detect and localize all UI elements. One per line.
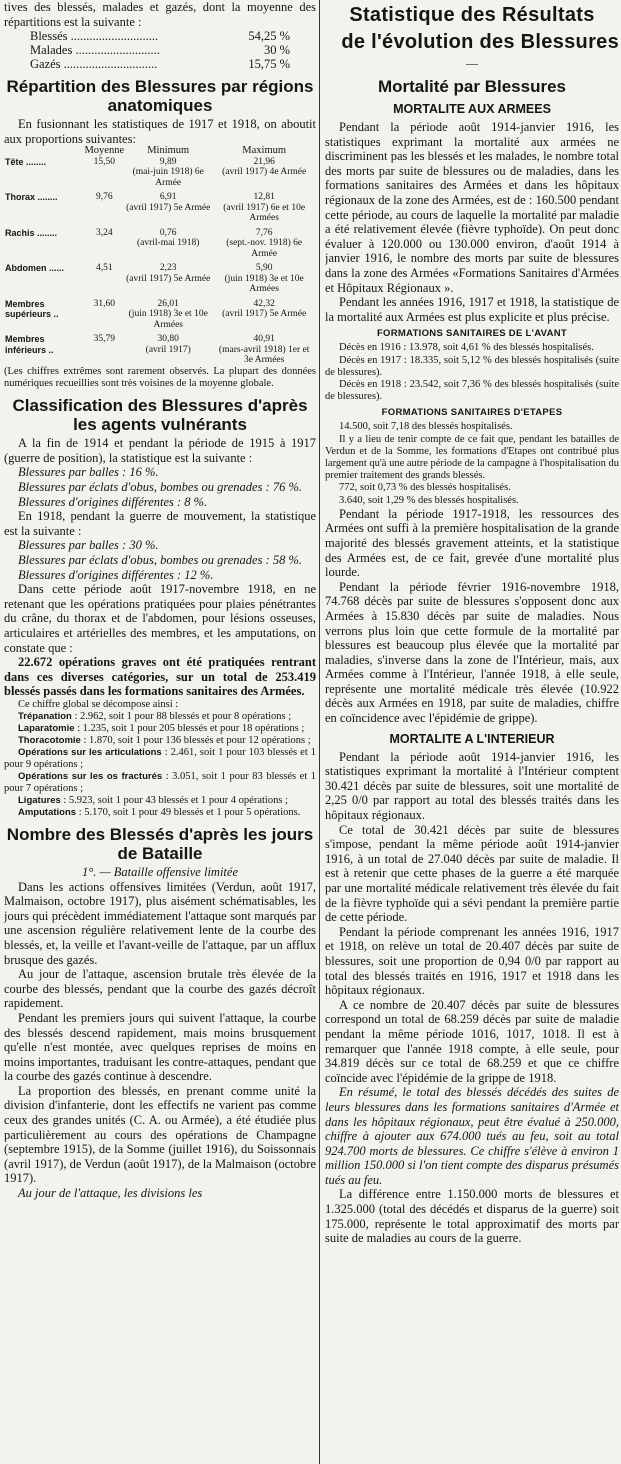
max-value: 5,90	[255, 263, 273, 274]
list-item: 14.500, soit 7,18 des blessés hospitalisés.	[339, 421, 513, 433]
mean-cell: 15,50	[93, 156, 115, 167]
agents-paragraph: En 1918, pendant la guerre de mouvement, la statistique est la suivante :	[4, 509, 316, 538]
row-label: Rachis ........	[5, 227, 58, 238]
days-subheading: 1°. — Bataille offensive limitée	[81, 864, 238, 879]
max-cell	[212, 263, 316, 295]
list-item: Décès en 1916 : 13.978, soit 4,61 % des blessés hospitalisés.	[339, 342, 594, 354]
min-note: (mai-juin 1918) 6e Armée	[132, 167, 204, 188]
col-header: Moyenne	[84, 145, 125, 157]
mean-cell: 4,51	[95, 263, 113, 274]
stat-label: Gazés ..............................	[30, 57, 158, 72]
agents-heading: Classification des Blessures d'après les agents vulnérants	[12, 396, 308, 435]
agents-line: Blessures d'origines différentes : 8 %.	[18, 494, 208, 509]
days-paragraph: La proportion des blessés, en prenant comme unité la division d'infanterie, dont les effectifs ne varient pas comme ceux des grandes unités (C. A. ou Armée), a été étudiée plus particulièrement au cours des opérations de Champagne (septembre 1915), de la Somme (juillet 1916), du Soissonnais (avril 1917), de Verdun (août 1917), de la Malmaison (octobre 1917).	[4, 1083, 316, 1186]
row-label: Tête ........	[5, 156, 47, 167]
max-note: (sept.-nov. 1918) 6e Armée	[226, 238, 303, 259]
list-item: Décès en 1918 : 23.542, soit 7,36 % des blessés hospitalisés (suite de blessures).	[325, 378, 619, 403]
list-item	[4, 807, 316, 819]
table-row	[4, 299, 316, 331]
max-value: 12,81	[253, 192, 275, 203]
max-cell	[212, 228, 316, 260]
stat-label: Blessés ............................	[30, 29, 159, 44]
operation-text: : 1.235, soit 1 pour 205 blessés et pour 18 opérations ;	[77, 722, 305, 734]
operation-text: : 2.461, soit 1 pour 103 blessés et 1 pour 9 opérations ;	[4, 746, 316, 770]
operation-text: : 1.870, soit 1 pour 136 blessés et pour 12 opérations ;	[83, 734, 311, 746]
operations-intro: Ce chiffre global se décompose ainsi :	[18, 698, 179, 710]
regions-intro: En fusionnant les statistiques de 1917 et 1918, on aboutit aux proportions suivantes:	[4, 117, 316, 146]
armees-paragraph: Pendant la période février 1916-novembre 1918, 74.768 décès par suite de blessures s'opposent donc aux Armées à 15.830 décès par suite de maladies. Nous verrons plus loin que cette formule de la mortalité par blessures est beaucoup plus élevée que la mortalité par maladies, s'inverse dans la zone de l'Intérieur, mais, aux Armées comme à l'Intérieur, l'année 1918, à elle seule, représente une mortalité médicale très élevée (10.922 décès aux Armées en 1918, par suite de maladies, chiffre en coïncidence avec l'épidémie de grippe).	[325, 579, 619, 726]
days-paragraph: Au jour de l'attaque, les divisions les	[18, 1186, 203, 1201]
agents-paragraph: A la fin de 1914 et pendant la période de 1915 à 1917 (guerre de position), la statistique est la suivante :	[4, 436, 316, 465]
min-value: 6,91	[159, 192, 177, 203]
operation-text: : 5.170, soit 1 pour 49 blessés et 1 pour 5 opérations.	[78, 806, 301, 818]
operation-name: Trépanation	[18, 710, 72, 722]
regions-heading: Répartition des Blessures par régions anatomiques	[6, 77, 314, 116]
operation-text: : 3.051, soit 1 pour 83 blessés et 1 pour 7 opérations ;	[4, 770, 316, 794]
max-note: (mars-avril 1918) 1er et 3e Armées	[218, 344, 310, 366]
list-item: 772, soit 0,73 % des blessés hospitalisés.	[339, 482, 511, 494]
col-header: Maximum	[242, 145, 287, 157]
mean-cell: 9,76	[95, 192, 113, 203]
operation-name: Ligatures	[18, 794, 61, 806]
min-value: 30,80	[157, 334, 179, 345]
agents-line: Blessures par balles : 30 %.	[18, 538, 159, 553]
max-value: 42,32	[253, 298, 275, 309]
table-row	[4, 157, 316, 189]
row-label: Membres supérieurs ..	[5, 298, 59, 320]
min-note: (juin 1918) 3e et 10e Armées	[128, 309, 208, 330]
days-paragraph: Pendant les premiers jours qui suivent l'attaque, la courbe des blessés descend rapidement, mais moins brusquement qu'elle n'est montée, avec quelques reprises de moins en moins importantes, traduisant les contre-attaques, pendant que la courbe des gazés continue à descendre.	[4, 1010, 316, 1084]
list-item	[4, 723, 316, 735]
list-item	[4, 747, 316, 771]
min-note: (avril-mai 1918)	[136, 238, 200, 249]
list-item: Il y a lieu de tenir compte de ce fait que, pendant les batailles de Verdun et de la Somme, les formations d'Etapes ont contribué plus largement qu'à une autre période de la campagne à l'hospitalisation du premier traitement des grands blessés.	[325, 433, 619, 482]
min-note: (avril 1917) 5e Armée	[126, 273, 211, 284]
agents-line: Blessures par éclats d'obus, bombes ou grenades : 76 %.	[18, 480, 303, 495]
max-cell	[212, 334, 316, 366]
max-cell	[212, 192, 316, 224]
row-label: Abdomen ......	[5, 263, 65, 274]
column-divider	[319, 0, 320, 1464]
min-cell	[124, 263, 212, 295]
operations-list	[4, 699, 316, 819]
stat-row	[4, 29, 316, 43]
interieur-paragraph: En résumé, le total des blessés décédés des suites de leurs blessures dans les formations sanitaires d'Armée et dans les hôpitaux régionaux, peut être évalué à 250.000, chiffre à ajouter aux 674.000 tués au feu, soit au total 924.700 morts de blessures. Ce chiffre s'élève à environ 1 million 150.000 si l'on tient compte des disparus présumés tués au feu.	[325, 1085, 619, 1187]
operation-name: Opérations sur les articulations	[18, 746, 162, 758]
row-label: Membres inférieurs ..	[5, 334, 54, 355]
stat-value: 15,75 %	[248, 57, 290, 72]
stat-label: Malades ...........................	[30, 43, 160, 58]
table-row	[4, 192, 316, 224]
operation-name: Amputations	[18, 806, 77, 818]
left-column	[4, 0, 316, 1464]
table-row	[4, 228, 316, 260]
etapes-heading: FORMATIONS SANITAIRES D'ETAPES	[381, 407, 563, 419]
operation-name: Laparatomie	[18, 722, 75, 734]
min-value: 9,89	[159, 156, 177, 167]
interieur-paragraph: Ce total de 30.421 décès par suite de blessures s'impose, pendant la même période août 1914-janvier 1916, à un total de 27.040 décès par suite de maladie. Il est à retenir que cette phases de la guerre a été marquée par une mortalité médicale relativement très élevée du fait de la fièvre typhoïde qui a sévi pendant la première partie de cette période.	[325, 822, 619, 925]
list-item: 3.640, soit 1,29 % des blessés hospitalisés.	[339, 494, 519, 506]
stat-row	[4, 57, 316, 71]
list-item	[4, 771, 316, 795]
interieur-paragraph: Pendant la période comprenant les années 1916, 1917 et 1918, on relève un total de 20.407 décès par suite de blessures, soit une proportion de 0,94 0/0 par rapport au total des blessés traités en 1916, 1917 et 1918 dans les hôpitaux régionaux.	[325, 924, 619, 998]
list-item	[4, 711, 316, 723]
main-title-line-1: Statistique des Résultats	[349, 4, 595, 26]
stat-value: 54,25 %	[248, 29, 290, 44]
title-divider: —	[466, 56, 478, 70]
table-row	[4, 263, 316, 295]
list-item	[4, 795, 316, 807]
interieur-paragraph: La différence entre 1.150.000 morts de blessures et 1.325.000 (total des décédés et disparus de la guerre) soit 175.000, représente le total approximatif des morts par suite de maladies au cours de la guerre.	[325, 1187, 619, 1246]
max-value: 7,76	[255, 227, 273, 238]
max-cell	[212, 157, 316, 189]
mean-cell: 3,24	[95, 227, 113, 238]
stat-value: 30 %	[263, 43, 290, 58]
avant-heading: FORMATIONS SANITAIRES DE L'AVANT	[376, 328, 568, 340]
list-item	[4, 735, 316, 747]
operation-name: Thoracotomie	[18, 734, 81, 746]
col-header: Minimum	[147, 145, 190, 157]
min-note: (avril 1917) 5e Armée	[126, 202, 211, 213]
min-value: 26,01	[157, 298, 179, 309]
agents-line: Blessures par éclats d'obus, bombes ou grenades : 58 %.	[18, 553, 303, 568]
regions-note: (Les chiffres extrêmes sont rarement observés. La plupart des données numériques recueillies sont très voisines de la moyenne globale.	[4, 365, 316, 390]
interieur-heading: MORTALITE A L'INTERIEUR	[389, 731, 555, 746]
mean-cell: 31,60	[93, 298, 115, 309]
max-note: (avril 1917) 5e Armée	[222, 309, 307, 320]
max-note: (avril 1917) 6e et 10e Armées	[223, 202, 306, 224]
days-heading: Nombre des Blessés d'après les jours de Bataille	[6, 824, 314, 863]
min-cell	[124, 228, 212, 260]
max-value: 40,91	[253, 334, 275, 345]
armees-paragraph: Pendant la période 1917-1918, les ressources des Armées ont suffi à la première hospitalisation de la grande majorité des blessés gravement atteints, et la statistique des Armées est, de ce fait, grevée d'une mortalité plus lourde.	[325, 506, 619, 580]
min-cell	[124, 334, 212, 366]
row-label: Thorax ........	[5, 192, 58, 203]
armees-paragraph: Pendant la période août 1914-janvier 1916, les statistiques exprimant la mortalité aux armées ne discriminent pas les blessés et les malades, le nombre total des morts par suite de blessures ou de maladies, dans les formations sanitaires des Armées et dans les hôpitaux régionaux de la zone des Armées, est de : 160.500 pendant cette période, au cours de laquelle la mortalité par maladie a été relativement élevée (fièvre typhoïde). On peut donc évaluer à 120.000 ou 130.000 environ, d'août 1914 à janvier 1916, le nombre des morts par suite de blessures dans la zone des Armées «Formations Sanitaires d'Armées et Hôpitaux Régionaux ».	[325, 120, 619, 295]
armees-paragraph: Pendant les années 1916, 1917 et 1918, la statistique de la mortalité aux Armées est plus explicite et plus précise.	[325, 295, 619, 324]
interieur-paragraph: A ce nombre de 20.407 décès par suite de blessures correspond un total de 68.259 décès par suite de maladie pendant la même période 1016, 1017, 1018. Il est à remarquer que l'année 1918 compte, à elle seule, pour 34.819 décès sur ce total de 68.259 et que ce chiffre coïncide avec l'épidémie de la grippe de 1918.	[325, 997, 619, 1085]
max-note: (juin 1918) 3e et 10e Armées	[224, 273, 304, 295]
stat-row	[4, 43, 316, 57]
operation-text: : 2.962, soit 1 pour 88 blessés et pour 8 opérations ;	[74, 710, 292, 722]
agents-line: Blessures par balles : 16 %.	[18, 465, 159, 480]
min-cell	[124, 157, 212, 189]
interieur-paragraph: Pendant la période août 1914-janvier 1916, les statistiques exprimant la mortalité à l'Intérieur comptent 30.421 décès par suite de blessures, soit une mortalité de 2,25 0/0 par rapport au total des blessés traités dans les hôpitaux régionaux.	[325, 749, 619, 823]
min-value: 2,23	[159, 263, 177, 274]
max-cell	[212, 299, 316, 331]
operation-text: : 5.923, soit 1 pour 43 blessés et 1 pour 4 opérations ;	[63, 794, 288, 806]
agents-line: Blessures d'origines différentes : 12 %.	[18, 567, 214, 582]
operation-name: Opérations sur les os fracturés	[18, 770, 163, 782]
min-value: 0,76	[159, 227, 177, 238]
min-note: (avril 1917)	[145, 344, 191, 355]
max-value: 21,96	[253, 156, 275, 167]
agents-paragraph-bold: 22.672 opérations graves ont été pratiquées rentrant dans ces diverses catégories, sur un total de 253.419 blessés passés dans les formations sanitaires des Armées.	[4, 655, 316, 699]
intro-text: tives des blessés, malades et gazés, dont la moyenne des répartitions est la suivante :	[4, 0, 316, 29]
armees-heading: MORTALITE AUX ARMEES	[393, 102, 551, 116]
mean-cell: 35,79	[93, 334, 115, 345]
list-item: Décès en 1917 : 18.335, soit 5,12 % des blessés hospitalisés (suite de blessures).	[325, 354, 619, 378]
table-header-row	[4, 146, 316, 157]
col-header	[4, 146, 84, 157]
days-paragraph: Au jour de l'attaque, ascension brutale très élevée de la courbe des blessés, pendant que la courbe des gazés décroît rapidement.	[4, 967, 316, 1011]
right-column	[325, 0, 619, 1464]
main-title-line-2: de l'évolution des Blessures	[341, 31, 619, 53]
days-paragraph: Dans les actions offensives limitées (Verdun, août 1917, Malmaison, octobre 1917), plus aisément schématisables, les jours qui précèdent immédiatement l'attaque sont marqués par une ascension régulière relativement lente de la courbe des blessés, et, la veille et l'avant-veille de l'attaque, par un afflux brusque des gazés.	[4, 879, 316, 967]
regions-table	[4, 146, 316, 366]
min-cell	[124, 299, 212, 331]
max-note: (avril 1917) 4e Armée	[222, 167, 307, 178]
agents-paragraph: Dans cette période août 1917-novembre 1918, en ne retenant que les opérations pratiquées pour plaies pénétrantes du crâne, du thorax et de l'abdomen, pour lésions osseuses, articulaires et artérielles des membres, et les amputations, on constate que :	[4, 582, 316, 655]
mortality-heading: Mortalité par Blessures	[377, 77, 566, 96]
distribution-stats	[4, 29, 316, 71]
table-row	[4, 334, 316, 366]
min-cell	[124, 192, 212, 224]
